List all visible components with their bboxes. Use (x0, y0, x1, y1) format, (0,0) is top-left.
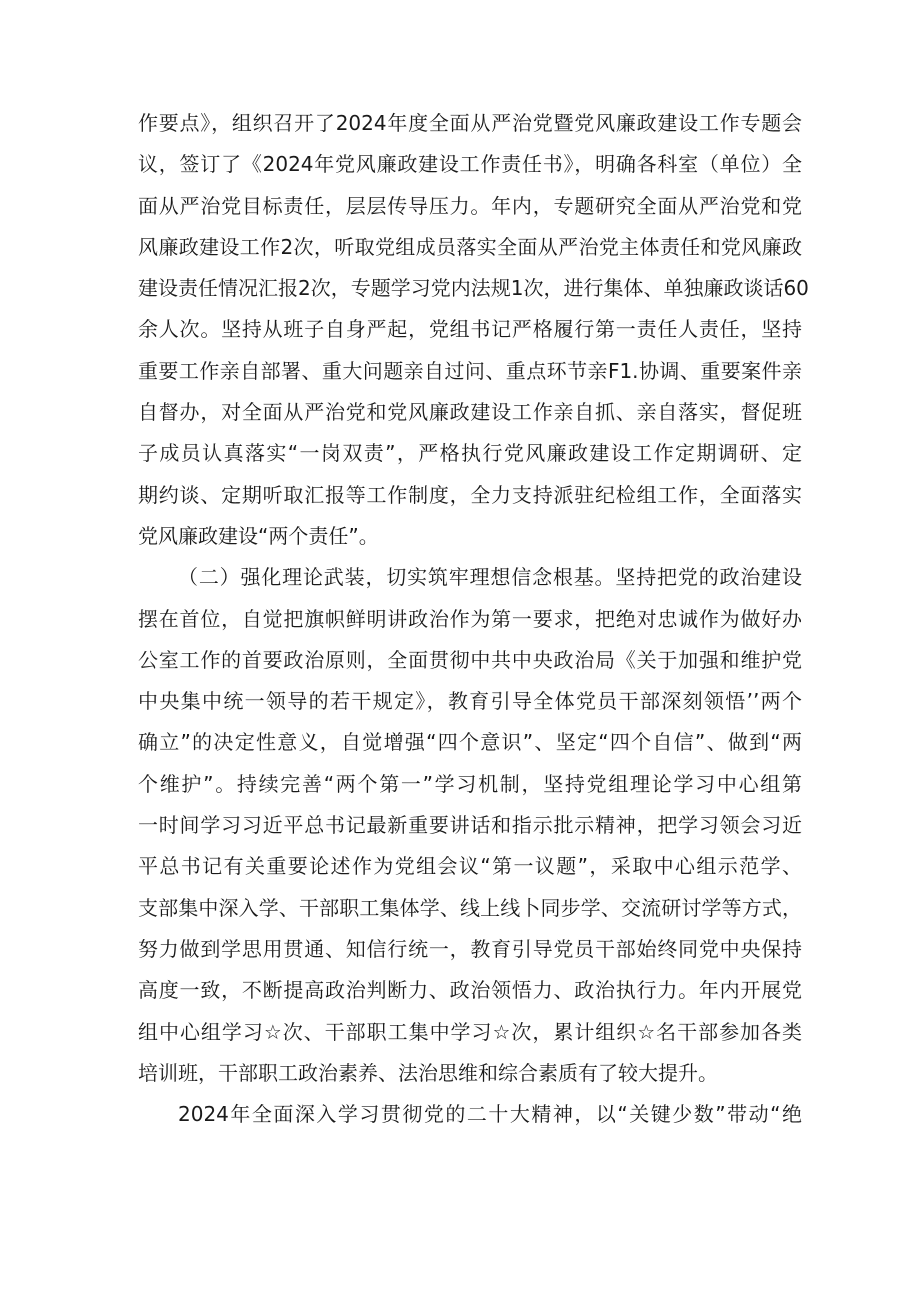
paragraph-start-line: 2024年全面深入学习贯彻党的二十大精神，以“关键少数”带动“绝 (178, 1102, 802, 1127)
text-line: 余人次。坚持从班子自身严起，党组书记严格履行第一责任人责任，坚持 (138, 317, 802, 342)
section-heading-line: （二）强化理论武装，切实筑牢理想信念根基。坚持把党的政治建设 (178, 565, 802, 590)
text-line: 面从严治党目标责任，层层传导压力。年内，专题研究全面从严治党和党 (138, 193, 802, 218)
paragraph-end-line: 培训班，干部职工政治素养、法治思维和综合素质有了较大提升。 (138, 1060, 718, 1085)
text-line: 风廉政建设工作2次，听取党组成员落实全面从严治党主体责任和党风廉政 (138, 234, 802, 259)
document-body (138, 103, 809, 1135)
text-line: 一时间学习习近平总书记最新重要讲话和指示批示精神，把学习领会习近 (138, 813, 802, 838)
text-line: 摆在首位，自觉把旗帜鲜明讲政治作为第一要求，把绝对忠诚作为做好办 (138, 606, 802, 631)
text-line: 期约谈、定期听取汇报等工作制度，全力支持派驻纪检组工作，全面落实 (138, 482, 802, 507)
paragraph-end-line: 党风廉政建设“两个责任”。 (138, 523, 379, 548)
text-line: 子成员认真落实“一岗双责”，严格执行党风廉政建设工作定期调研、定 (138, 441, 802, 466)
text-line: 中央集中统一领导的若干规定》，教育引导全体党员干部深刻领悟’’两个 (138, 689, 802, 714)
text-line: 重要工作亲自部署、重大问题亲自过问、重点环节亲F1.协调、重要案件亲 (138, 358, 802, 383)
text-line: 议，签订了《2024年党风廉政建设工作责任书》，明确各科室（单位）全 (138, 152, 802, 177)
text-line: 公室工作的首要政治原则，全面贯彻中共中央政治局《关于加强和维护党 (138, 647, 802, 672)
text-line: 高度一致，不断提高政治判断力、政治领悟力、政治执行力。年内开展党 (138, 978, 802, 1003)
text-line: 努力做到学思用贯通、知信行统一，教育引导党员干部始终同党中央保持 (138, 936, 802, 961)
text-line: 个维护”。持续完善“两个第一”学习机制，坚持党组理论学习中心组第 (138, 771, 802, 796)
text-line: 自督办，对全面从严治党和党风廉政建设工作亲自抓、亲自落实，督促班 (138, 400, 802, 425)
text-line: 平总书记有关重要论述作为党组会议“第一议题”，采取中心组示范学、 (138, 854, 802, 879)
text-line: 作要点》，组织召开了2024年度全面从严治党暨党风廉政建设工作专题会 (138, 111, 802, 135)
text-line: 组中心组学习☆次、干部职工集中学习☆次，累计组织☆名干部参加各类 (138, 1019, 802, 1044)
text-line: 建设责任情况汇报2次，专题学习党内法规1次，进行集体、单独廉政谈话60 (138, 276, 809, 301)
text-line: 支部集中深入学、干部职工集体学、线上线卜同步学、交流研讨学等方式， (138, 895, 802, 920)
text-line: 确立”的决定性意义，自觉增强“四个意识”、坚定“四个自信”、做到“两 (138, 730, 802, 755)
